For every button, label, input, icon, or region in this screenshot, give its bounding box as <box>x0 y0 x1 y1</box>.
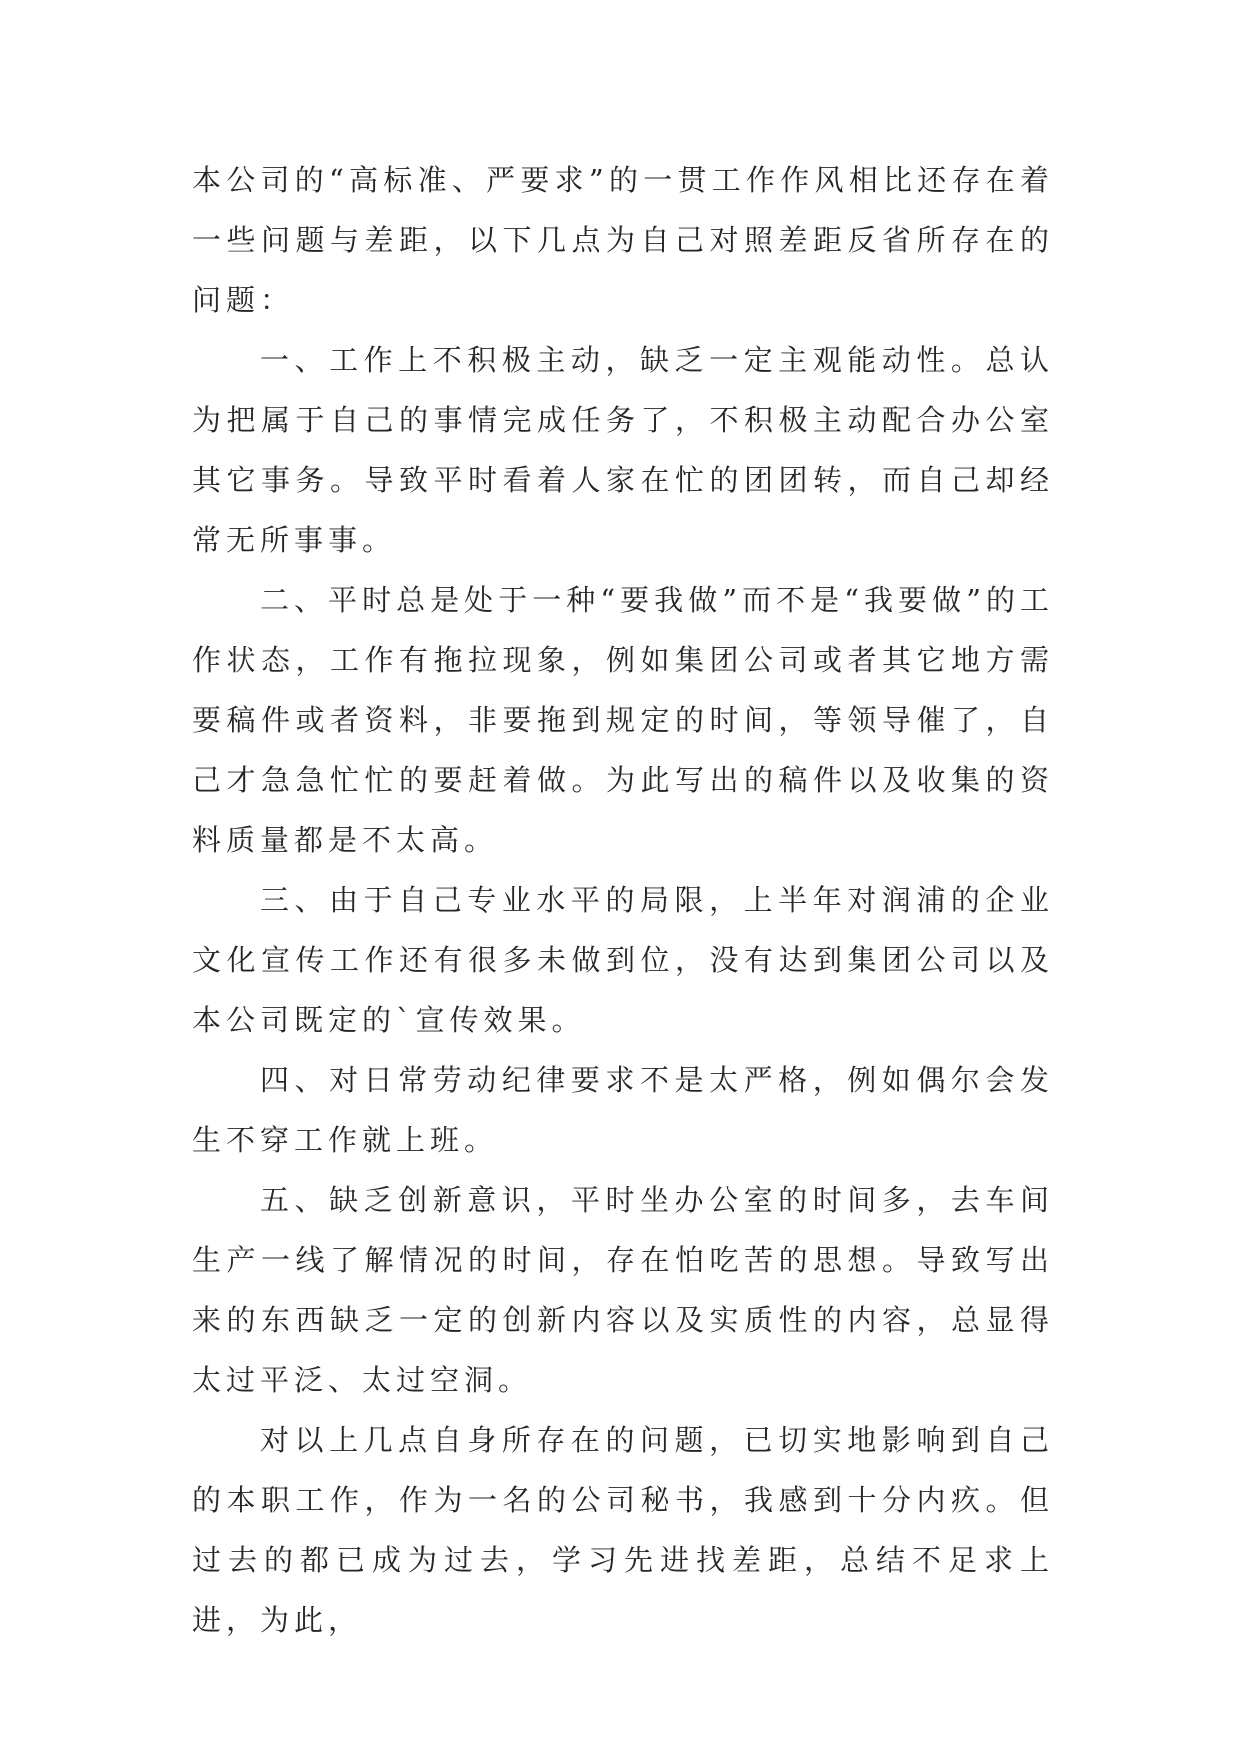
paragraph-conclusion: 对以上几点自身所存在的问题，已切实地影响到自己的本职工作，作为一名的公司秘书，我感到十分内疚。但过去的都已成为过去，学习先进找差距，总结不足求上进，为此， <box>192 1423 1054 1637</box>
paragraph-continuation: 本公司的“高标准、严要求”的一贯工作作风相比还存在着一些问题与差距，以下几点为自己对照差距反省所存在的问题： <box>192 163 1054 317</box>
paragraph-point-5: 五、缺乏创新意识，平时坐办公室的时间多，去车间生产一线了解情况的时间，存在怕吃苦的思想。导致写出来的东西缺乏一定的创新内容以及实质性的内容，总显得太过平泛、太过空洞。 <box>192 1183 1054 1397</box>
paragraph-point-2: 二、平时总是处于一种“要我做”而不是“我要做”的工作状态，工作有拖拉现象，例如集团公司或者其它地方需要稿件或者资料，非要拖到规定的时间，等领导催了，自己才急急忙忙的要赶着做。为此写出的稿件以及收集的资料质量都是不太高。 <box>192 583 1054 857</box>
paragraph-point-3: 三、由于自己专业水平的局限，上半年对润浦的企业文化宣传工作还有很多未做到位，没有达到集团公司以及本公司既定的`宣传效果。 <box>192 883 1054 1037</box>
document-body <box>192 150 1054 1650</box>
paragraph-point-1: 一、工作上不积极主动，缺乏一定主观能动性。总认为把属于自己的事情完成任务了，不积极主动配合办公室其它事务。导致平时看着人家在忙的团团转，而自己却经常无所事事。 <box>192 343 1054 557</box>
paragraph-point-4: 四、对日常劳动纪律要求不是太严格，例如偶尔会发生不穿工作就上班。 <box>192 1063 1054 1157</box>
